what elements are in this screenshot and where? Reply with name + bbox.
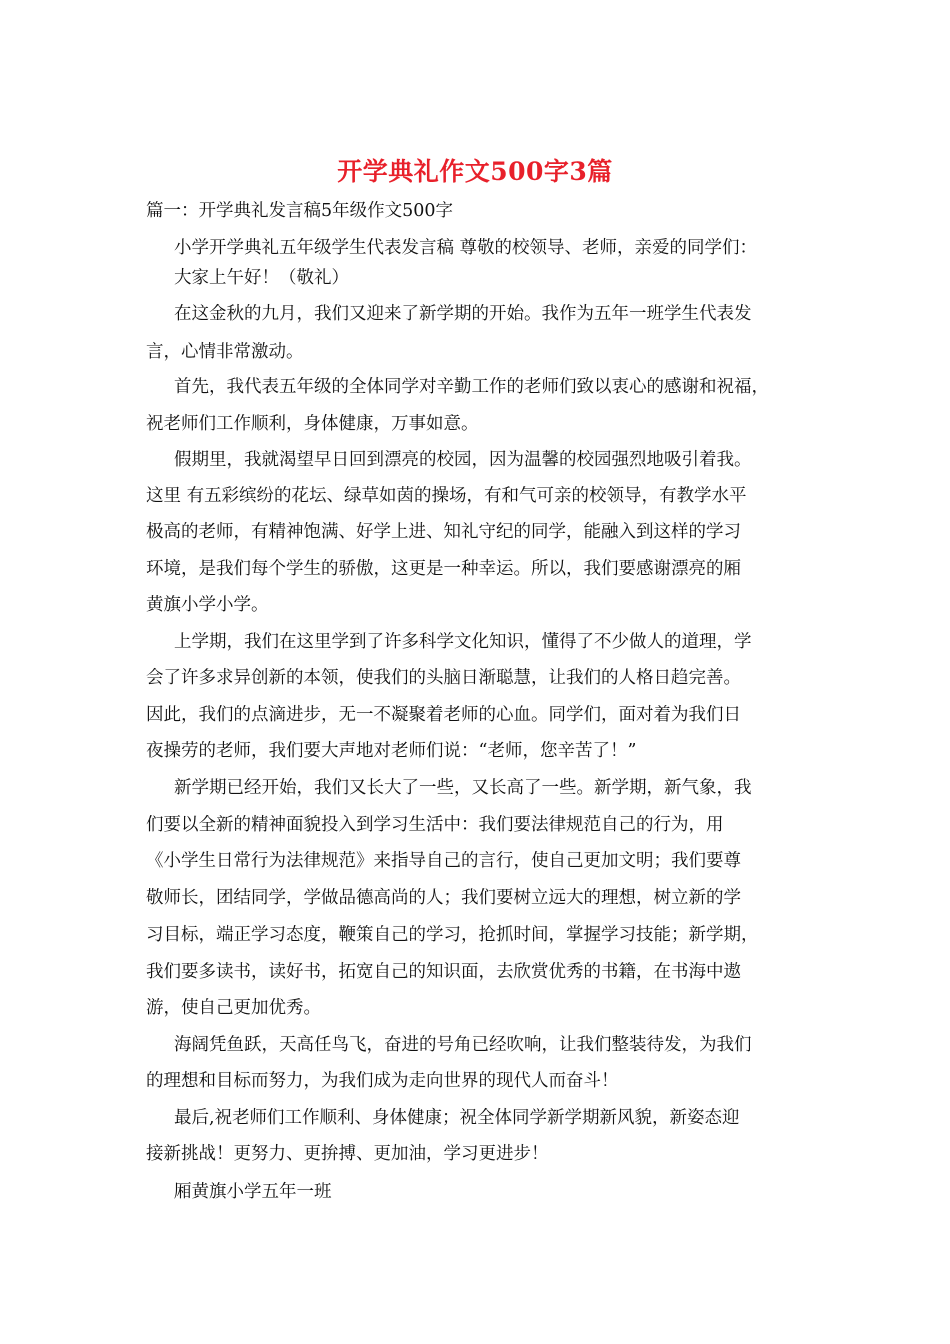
paragraph-line: 极高的老师，有精神饱满、好学上进、知礼守纪的同学，能融入到这样的学习 bbox=[146, 522, 741, 542]
paragraph-line: 因此，我们的点滴进步，无一不凝聚着老师的心血。同学们，面对着为我们日 bbox=[146, 705, 741, 725]
paragraph-line: 会了许多求异创新的本领，使我们的头脑日渐聪慧，让我们的人格日趋完善。 bbox=[146, 668, 741, 688]
paragraph-line: 习目标，端正学习态度，鞭策自己的学习，抢抓时间，掌握学习技能；新学期， bbox=[146, 925, 759, 945]
paragraph-line: 最后,祝老师们工作顺利、身体健康；祝全体同学新学期新风貌，新姿态迎 bbox=[174, 1108, 740, 1128]
paragraph-line: 们要以全新的精神面貌投入到学习生活中：我们要法律规范自己的行为，用 bbox=[146, 815, 724, 835]
paragraph-line: 夜操劳的老师，我们要大声地对老师们说：“老师，您辛苦了！” bbox=[146, 741, 637, 761]
paragraph-line: 言，心情非常激动。 bbox=[146, 342, 304, 362]
paragraph-line: 敬师长，团结同学，学做品德高尚的人；我们要树立远大的理想，树立新的学 bbox=[146, 888, 741, 908]
paragraph-line: 《小学生日常行为法律规范》来指导自己的言行，使自己更加文明；我们要尊 bbox=[146, 851, 741, 871]
paragraph-line: 假期里，我就渴望早日回到漂亮的校园，因为温馨的校园强烈地吸引着我。 bbox=[174, 450, 752, 470]
paragraph-line: 小学开学典礼五年级学生代表发言稿 尊敬的校领导、老师，亲爱的同学们： bbox=[174, 238, 758, 258]
section-heading: 篇一：开学典礼发言稿5年级作文500字 bbox=[146, 201, 454, 221]
paragraph-line: 环境，是我们每个学生的骄傲，这更是一种幸运。所以，我们要感谢漂亮的厢 bbox=[146, 559, 741, 579]
paragraph-line: 我们要多读书，读好书，拓宽自己的知识面，去欣赏优秀的书籍，在书海中遨 bbox=[146, 962, 741, 982]
paragraph-line: 首先，我代表五年级的全体同学对辛勤工作的老师们致以衷心的感谢和祝福， bbox=[174, 377, 769, 397]
paragraph-line: 在这金秋的九月，我们又迎来了新学期的开始。我作为五年一班学生代表发 bbox=[174, 304, 752, 324]
signature-line: 厢黄旗小学五年一班 bbox=[174, 1182, 332, 1202]
paragraph-line: 祝老师们工作顺利，身体健康，万事如意。 bbox=[146, 414, 479, 434]
paragraph-line: 这里 有五彩缤纷的花坛、绿草如茵的操场，有和气可亲的校领导，有教学水平 bbox=[146, 486, 747, 506]
document-title: 开学典礼作文500字3篇 bbox=[337, 157, 613, 186]
paragraph-line: 的理想和目标而努力，为我们成为走向世界的现代人而奋斗！ bbox=[146, 1071, 619, 1091]
paragraph-line: 大家上午好！（敬礼） bbox=[174, 268, 349, 288]
paragraph-line: 接新挑战！更努力、更拚搏、更加油，学习更进步！ bbox=[146, 1144, 549, 1164]
paragraph-line: 新学期已经开始，我们又长大了一些，又长高了一些。新学期，新气象，我 bbox=[174, 778, 752, 798]
paragraph-line: 上学期，我们在这里学到了许多科学文化知识，懂得了不少做人的道理，学 bbox=[174, 632, 752, 652]
paragraph-line: 游，使自己更加优秀。 bbox=[146, 998, 321, 1018]
paragraph-line: 黄旗小学小学。 bbox=[146, 595, 269, 615]
paragraph-line: 海阔凭鱼跃，天高任鸟飞，奋进的号角已经吹响，让我们整装待发，为我们 bbox=[174, 1035, 752, 1055]
